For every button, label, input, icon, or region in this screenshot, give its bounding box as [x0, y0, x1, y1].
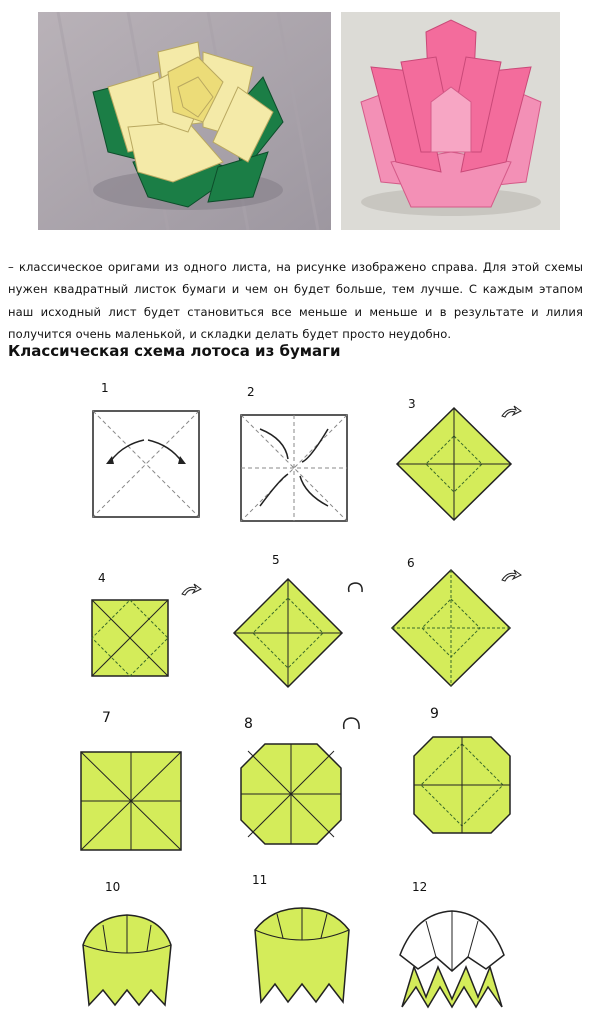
step-number-10: 10 [105, 880, 121, 894]
step-7-diagram [80, 751, 182, 855]
step-1-diagram [92, 410, 200, 522]
step-2-diagram [240, 414, 348, 526]
step-5-diagram [233, 578, 343, 692]
step-number-1: 1 [101, 381, 109, 395]
step-number-11: 11 [252, 873, 268, 887]
turn-over-icon [500, 404, 522, 423]
step-3-diagram [395, 406, 513, 526]
turn-over-icon [500, 568, 522, 587]
step-4-diagram [91, 599, 169, 681]
step-number-9: 9 [430, 706, 439, 722]
step-number-5: 5 [272, 553, 280, 567]
step-number-3: 3 [408, 397, 416, 411]
description-paragraph: – классическое оригами из одного листа, на рисунке изображено справа. Для этой схемы нужен квадратный листок бумаги и чем он будет больше, тем лучше. С каждым этапом наш исходный лист будет становиться все меньше и меньше и в результате и лилия получится очень маленькой, и складки делать будет просто неудобно. [8, 259, 583, 341]
step-11-diagram [247, 900, 357, 1014]
step-12-diagram [396, 907, 508, 1021]
step-number-7: 7 [102, 710, 111, 726]
rotate-icon [340, 715, 364, 737]
step-number-8: 8 [244, 716, 253, 732]
turn-over-icon [180, 582, 202, 601]
step-number-12: 12 [412, 880, 428, 894]
step-number-6: 6 [407, 556, 415, 570]
step-number-4: 4 [98, 571, 106, 585]
step-8-diagram [240, 743, 342, 849]
rotate-icon [345, 580, 367, 600]
step-10-diagram [73, 905, 181, 1019]
step-9-diagram [413, 736, 511, 838]
yellow-lotus-photo [38, 12, 331, 230]
pink-lotus-photo [341, 12, 560, 230]
step-number-2: 2 [247, 385, 255, 399]
section-heading: Классическая схема лотоса из бумаги [8, 342, 341, 360]
step-6-diagram [391, 569, 511, 691]
